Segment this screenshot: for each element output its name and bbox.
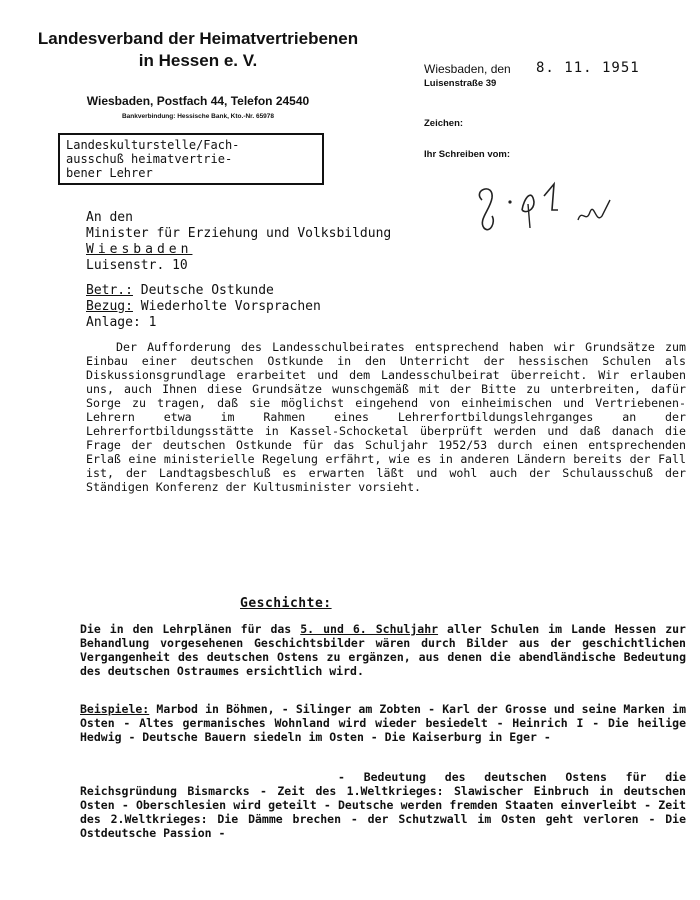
address-line: An den	[86, 210, 133, 225]
section-paragraph-1	[80, 622, 686, 678]
p1-text-pre: Die in den Lehrplänen für das	[80, 622, 301, 636]
address-line: Minister für Erziehung und Volksbildung	[86, 226, 392, 241]
address-city: Wiesbaden	[86, 242, 193, 257]
letter-date: 8. 11. 1951	[536, 60, 640, 76]
letterhead-organization	[28, 28, 368, 72]
betr-value: Deutsche Ostkunde	[132, 283, 274, 298]
betr-label: Betr.:	[86, 283, 133, 298]
betr-line	[86, 283, 321, 299]
address-street: Luisenstr. 10	[86, 258, 188, 273]
section-heading: Geschichte:	[240, 596, 332, 611]
place-label: Wiesbaden, den	[424, 62, 511, 76]
org-name-line2: in Hessen e. V.	[138, 51, 258, 70]
bezug-value: Wiederholte Vorsprachen	[132, 299, 321, 314]
handwritten-annotation	[470, 180, 620, 240]
letter-body	[86, 340, 686, 494]
anlage-value: 1	[140, 315, 157, 330]
ihr-schreiben-label: Ihr Schreiben vom:	[424, 149, 511, 160]
anlage-line	[86, 315, 321, 331]
reference-block	[86, 283, 321, 331]
letterhead-bank: Bankverbindung: Hessische Bank, Kto.-Nr. 65978	[121, 113, 275, 120]
bezug-line	[86, 299, 321, 315]
stamp-line: bener Lehrer	[66, 166, 153, 180]
examples-label: Beispiele:	[80, 702, 150, 716]
section-paragraph-3	[80, 770, 686, 840]
paragraph-text	[80, 622, 686, 678]
zeichen-label: Zeichen:	[424, 118, 464, 129]
p1-text-post: aller Schulen im Lande Hessen zur Behandlung vorgesehenen Geschichtsbilder wären durch Bilder aus der geschichtlichen Vergangenheit des deutschen Ostens zu ergänzen, aus denen die abendländische Bedeutung des deutschen Ostraumes ersichtlich wird.	[80, 622, 686, 678]
org-name-line1: Landesverband der Heimatvertriebenen	[37, 29, 359, 48]
letterhead-contact: Wiesbaden, Postfach 44, Telefon 24540	[86, 94, 310, 108]
stamp-line: ausschuß heimatvertrie-	[66, 152, 233, 166]
paragraph-text	[80, 702, 686, 744]
recipient-address	[86, 210, 391, 274]
section-paragraph-2	[80, 702, 686, 744]
anlage-label: Anlage:	[86, 315, 141, 330]
bezug-label: Bezug:	[86, 299, 133, 314]
body-paragraph: Der Aufforderung des Landesschulbeirates entsprechend haben wir Grundsätze zum Einbau einer deutschen Ostkunde in den Unterricht der hessischen Schulen als Diskussionsgrundlage erarbeitet und dem Landesschulbeirat überreicht. Wir erlauben uns, auch Ihnen diese Grundsätze wunschgemäß mit der Bitte zu unterbreiten, dafür Sorge zu tragen, daß sie möglichst eingehend von einheimischen und Vertriebenen-Lehrern etwa im Rahmen eines Lehrerfortbildungslehrganges an der Lehrerfortbildungsstätte in Kassel-Schocketal überprüft werden und daß danach die Frage der deutschen Ostkunde für das Schuljahr 1952/53 durch einen entsprechenden Erlaß eine ministerielle Regelung erfährt, wie es in anderen Ländern bereits der Fall ist, der Landtagsbeschluß es erwarten läßt und wohl auch der Schulausschuß der Ständigen Konferenz der Kultusminister vorsieht.	[86, 340, 686, 494]
department-stamp	[58, 133, 324, 185]
examples-text: Marbod in Böhmen, - Silinger am Zobten - Karl der Grosse und seine Marken im Osten - Altes germanisches Wohnland wird wieder besiedelt - Heinrich I - Die heilige Hedwig - Deutsche Bauern siedeln im Osten - Die Kaiserburg in Eger -	[80, 702, 686, 744]
p1-grades: 5. und 6. Schuljahr	[300, 622, 439, 636]
sender-street: Luisenstraße 39	[424, 78, 497, 89]
stamp-line: Landeskulturstelle/Fach-	[66, 138, 240, 152]
paragraph-text: - Bedeutung des deutschen Ostens für die Reichsgründung Bismarcks - Zeit des 1.Weltkrieges: Slawischer Einbruch in deutschen Osten - Oberschlesien wird geteilt - Deutsche werden fremden Staaten einverleibt - Zeit des 2.Weltkrieges: Die Dämme brechen - der Schutzwall im Osten geht verloren - Die Ostdeutsche Passion -	[80, 770, 686, 840]
